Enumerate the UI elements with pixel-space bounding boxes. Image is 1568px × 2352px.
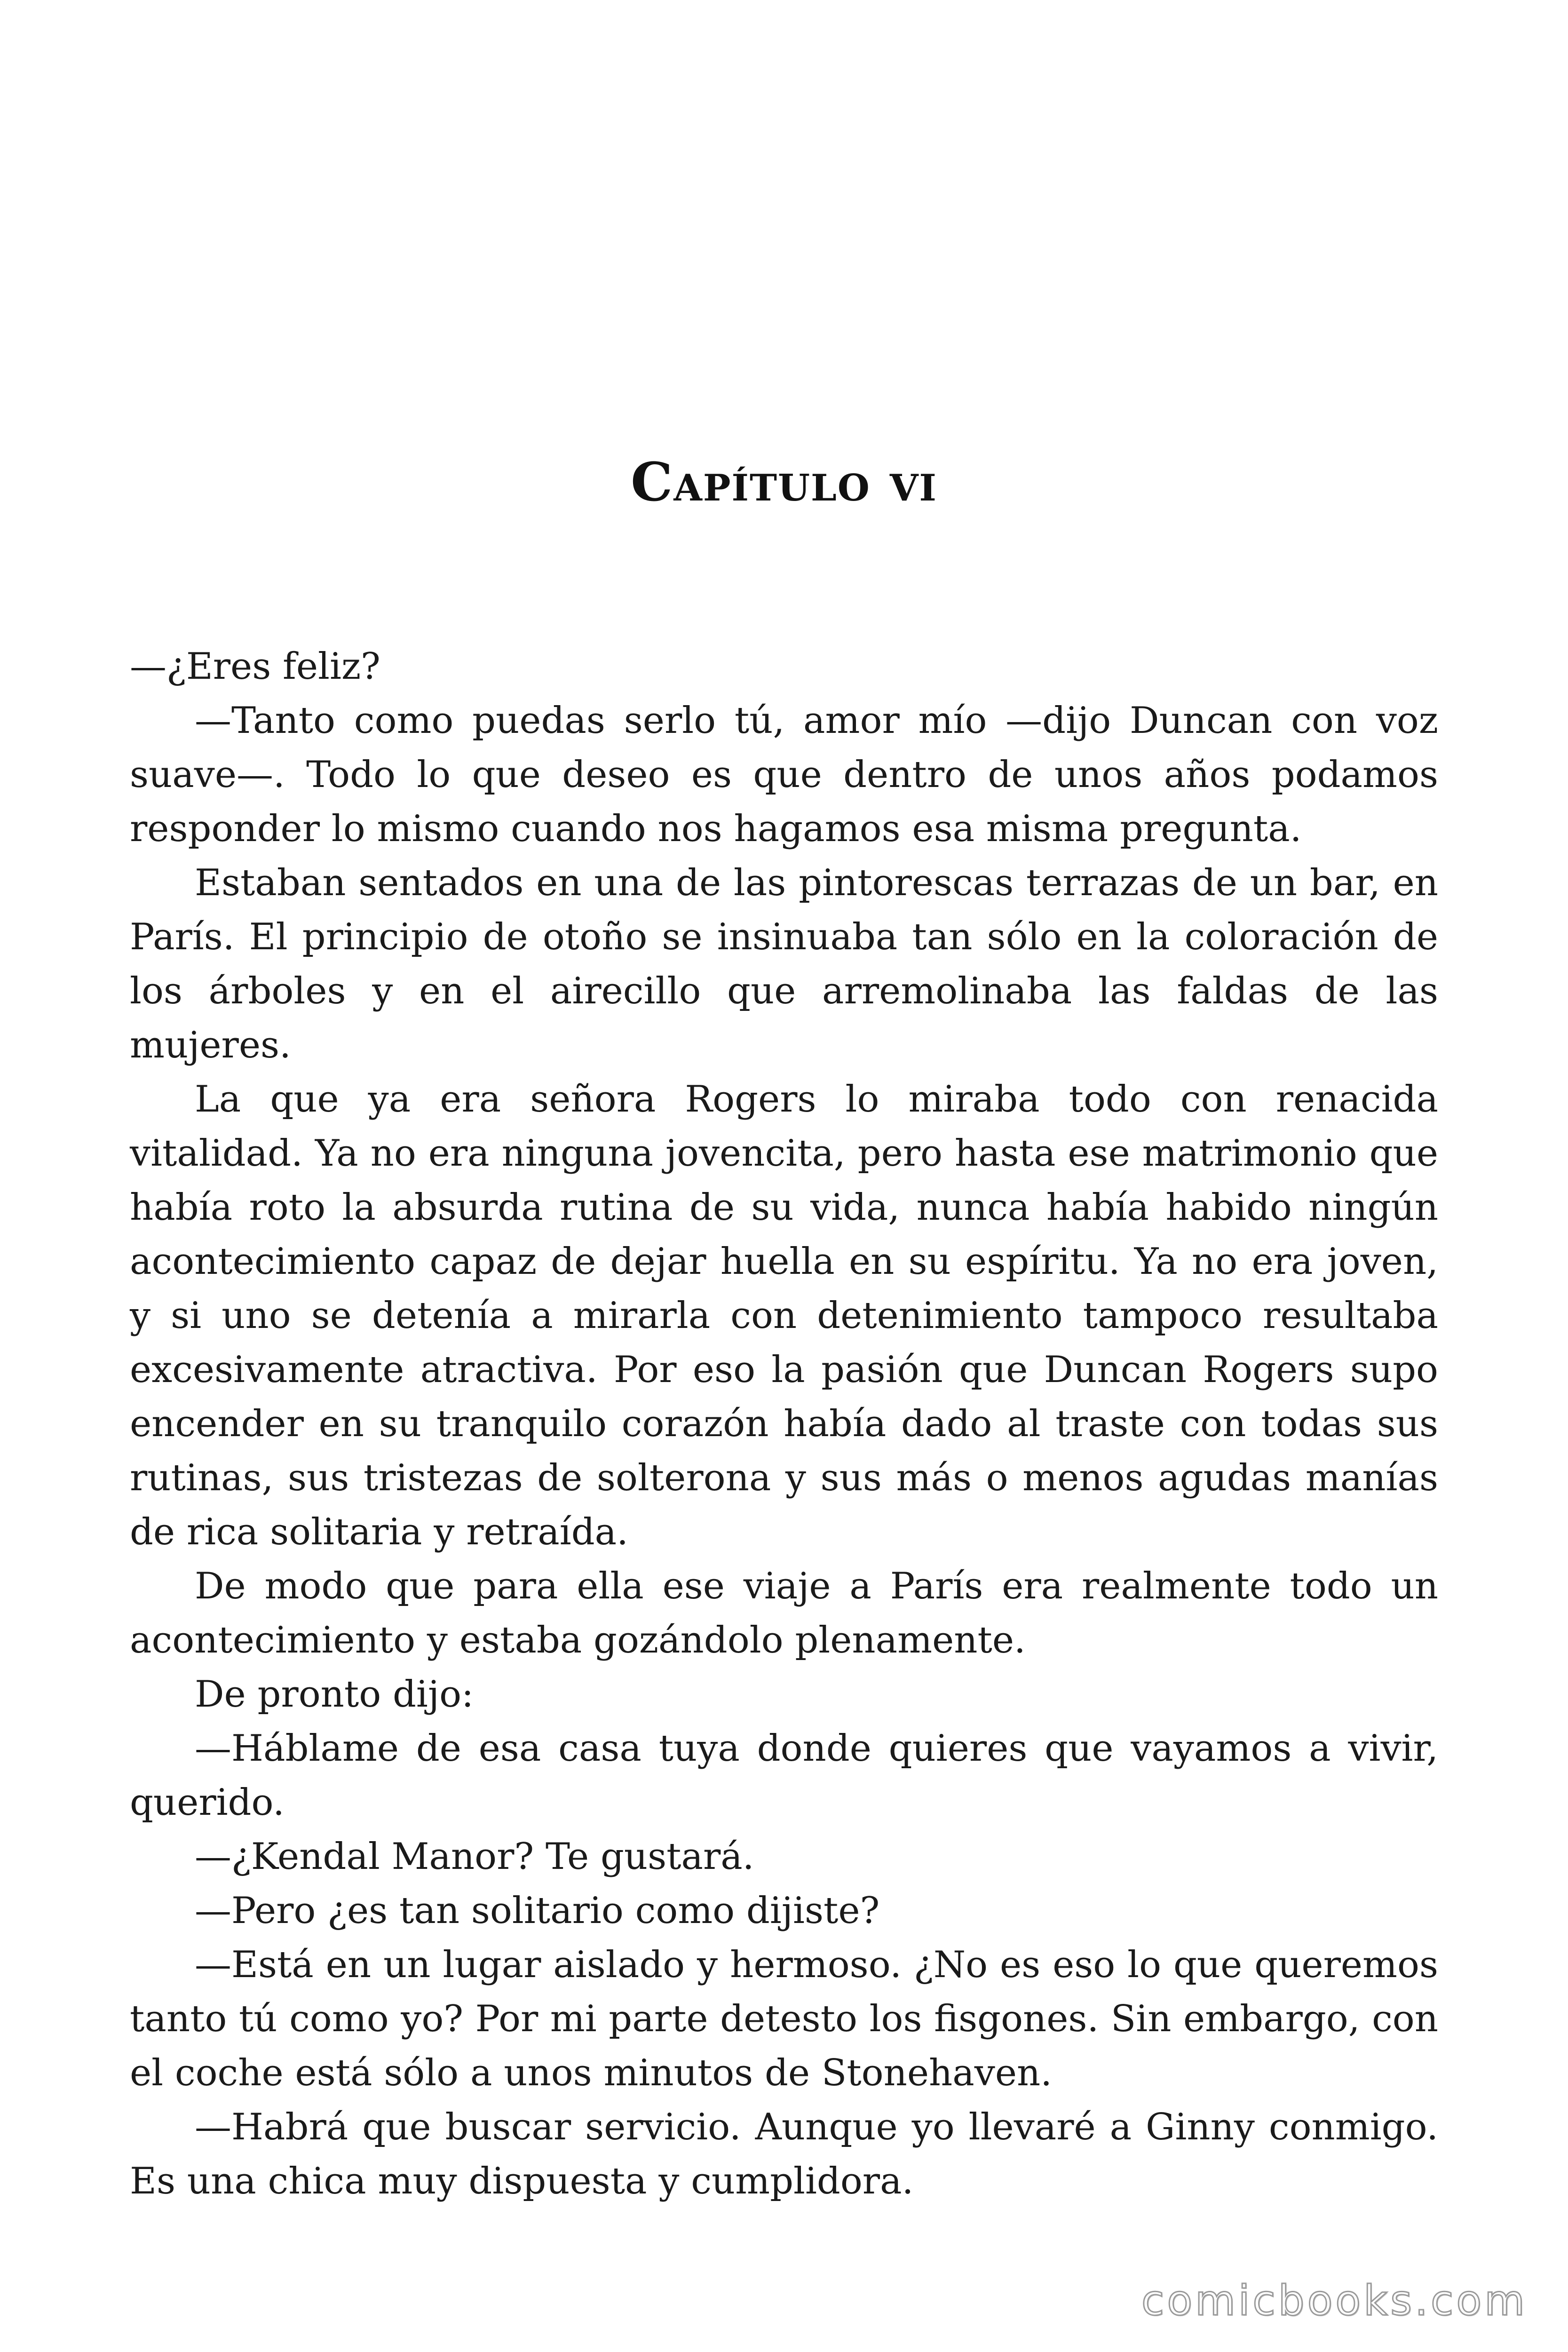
watermark: comicbooks.com <box>1141 2276 1528 2325</box>
chapter-title: Capítulo vi <box>631 452 937 513</box>
paragraph: —¿Kendal Manor? Te gustará. <box>195 1836 754 1878</box>
paragraph: —¿Eres feliz? <box>130 645 380 688</box>
paragraph: —Tanto como puedas serlo tú, amor mío —dijo Duncan con voz suave—. Todo lo que deseo es que dentro de unos años podamos responder lo mismo cuando nos hagamos esa misma pregunta. <box>130 699 1438 850</box>
chapter-text <box>130 640 1438 2209</box>
paragraph: —Habrá que buscar servicio. Aunque yo llevaré a Ginny conmigo. Es una chica muy dispuesta y cumplidora. <box>130 2106 1438 2202</box>
paragraph: —Háblame de esa casa tuya donde quieres que vayamos a vivir, querido. <box>130 1727 1438 1824</box>
paragraph: La que ya era señora Rogers lo miraba todo con renacida vitalidad. Ya no era ninguna jovencita, pero hasta ese matrimonio que había roto la absurda rutina de su vida, nunca había habido ningún acontecimiento capaz de dejar huella en su espíritu. Ya no era joven, y si uno se detenía a mirarla con detenimiento tampoco resultaba excesivamente atractiva. Por eso la pasión que Duncan Rogers supo encender en su tranquilo corazón había dado al traste con todas sus rutinas, sus tristezas de solterona y sus más o menos agudas manías de rica solitaria y retraída. <box>130 1078 1438 1553</box>
paragraph: De modo que para ella ese viaje a París era realmente todo un acontecimiento y estaba gozándolo plenamente. <box>130 1565 1438 1661</box>
paragraph: De pronto dijo: <box>195 1673 474 1716</box>
paragraph: Estaban sentados en una de las pintorescas terrazas de un bar, en París. El principio de otoño se insinuaba tan sólo en la coloración de los árboles y en el airecillo que arremolinaba las faldas de las mujeres. <box>130 862 1438 1066</box>
paragraph: —Pero ¿es tan solitario como dijiste? <box>195 1890 880 1932</box>
paragraph: —Está en un lugar aislado y hermoso. ¿No es eso lo que queremos tanto tú como yo? Por mi parte detesto los fisgones. Sin embargo, con el coche está sólo a unos minutos de Stonehaven. <box>130 1944 1438 2094</box>
